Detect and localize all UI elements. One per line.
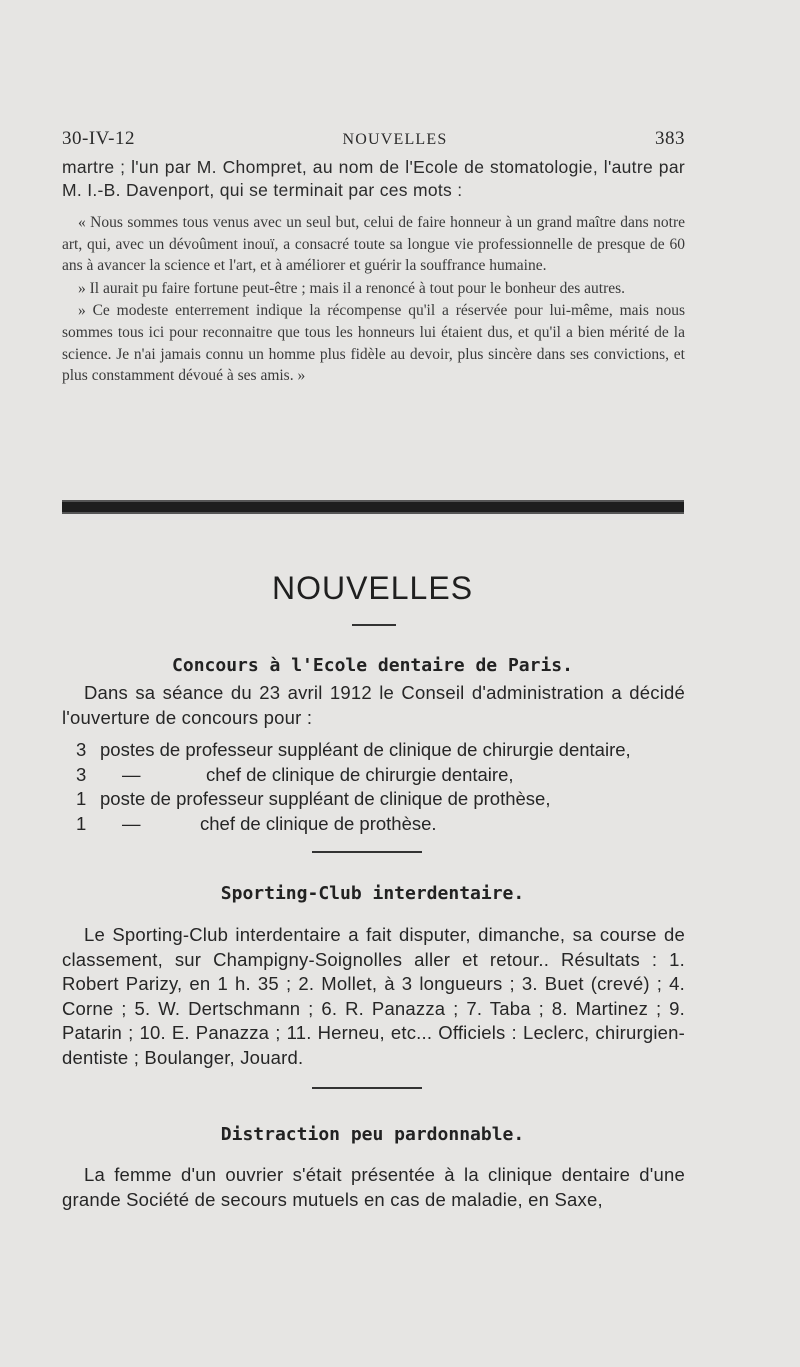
section-separator <box>312 851 422 853</box>
section-separator <box>312 1087 422 1089</box>
post-item <box>76 787 696 812</box>
running-head <box>62 128 685 150</box>
main-title: NOUVELLES <box>271 570 474 606</box>
distraction-body <box>62 1163 685 1212</box>
post-text: postes de professeur suppléant de clinique de chirurgie dentaire, <box>100 739 631 760</box>
lead-paragraph: martre ; l'un par M. Chompret, au nom de l'Ecole de stomatologie, l'autre par M. I.-B. Davenport, qui se terminait par ces mots : <box>62 157 685 200</box>
quote-paragraph: « Nous sommes tous venus avec un seul but, celui de faire honneur à un grand maître dans notre art, qui, avec un dévoûment inouï, a consacré toute sa longue vie professionnelle de presque de 60 ans à avancer la science et l'art, et à améliorer et guérir la souffrance humaine. <box>62 214 685 275</box>
distraction-title: Distraction peu pardonnable. <box>220 1124 525 1145</box>
header-section: NOUVELLES <box>342 131 448 148</box>
post-item <box>76 812 696 837</box>
ditto-dash: — <box>122 812 141 834</box>
page-number: 383 <box>654 128 685 149</box>
sporting-text: Le Sporting-Club interdentaire a fait disputer, dimanche, sa course de classement, sur Champigny-Soignolles aller et retour.. Résultats : 1. Robert Parizy, en 1 h. 35 ; 2. Mollet, à 3 longueurs ; 3. Buet (crevé) ; 4. Corne ; 5. W. Dertschmann ; 6. R. Panazza ; 7. Taba ; 8. Martinez ; 9. Patarin ; 10. E. Panazza ; 11. Herneu, etc... Officiels : Leclerc, chirurgien-dentiste ; Boulanger, Jouard. <box>62 924 685 1068</box>
concours-post-list <box>76 738 696 836</box>
post-count: 3 <box>76 763 87 785</box>
distraction-text: La femme d'un ouvrier s'était présentée à la clinique dentaire d'une grande Société de secours mutuels en cas de maladie, en Saxe, <box>62 1164 685 1210</box>
quote-paragraph: » Il aurait pu faire fortune peut-être ; mais il a renoncé à tout pour le bonheur des autres. <box>78 279 626 297</box>
post-text: poste de professeur suppléant de clinique de prothèse, <box>100 788 551 809</box>
post-text: chef de clinique de prothèse. <box>200 812 437 834</box>
concours-intro <box>62 681 685 730</box>
concours-intro-text: Dans sa séance du 23 avril 1912 le Conseil d'administration a décidé l'ouverture de concours pour : <box>62 682 685 728</box>
davenport-quote <box>62 212 685 388</box>
header-date: 30-IV-12 <box>62 128 135 149</box>
post-count: 3 <box>76 739 87 760</box>
post-item <box>76 763 696 788</box>
post-count: 1 <box>76 812 87 834</box>
ditto-dash: — <box>122 763 141 785</box>
section-divider-bar <box>62 500 684 514</box>
title-underline <box>352 624 396 626</box>
post-count: 1 <box>76 788 87 809</box>
sporting-title: Sporting-Club interdentaire. <box>220 883 525 904</box>
concours-title: Concours à l'Ecole dentaire de Paris. <box>172 655 573 676</box>
quote-paragraph: » Ce modeste enterrement indique la récompense qu'il a réservée pour lui-même, mais nous sommes tous ici pour reconnaitre que tous les honneurs lui étaient dus, et qu'il a bien mérité de la science. Je n'ai jamais connu un homme plus fidèle au devoir, plus sincère dans ses convictions, et plus constamment dévoué à ses amis. » <box>62 302 685 385</box>
sporting-body <box>62 923 685 1070</box>
post-item <box>76 738 696 763</box>
post-text: chef de clinique de chirurgie dentaire, <box>206 763 514 785</box>
